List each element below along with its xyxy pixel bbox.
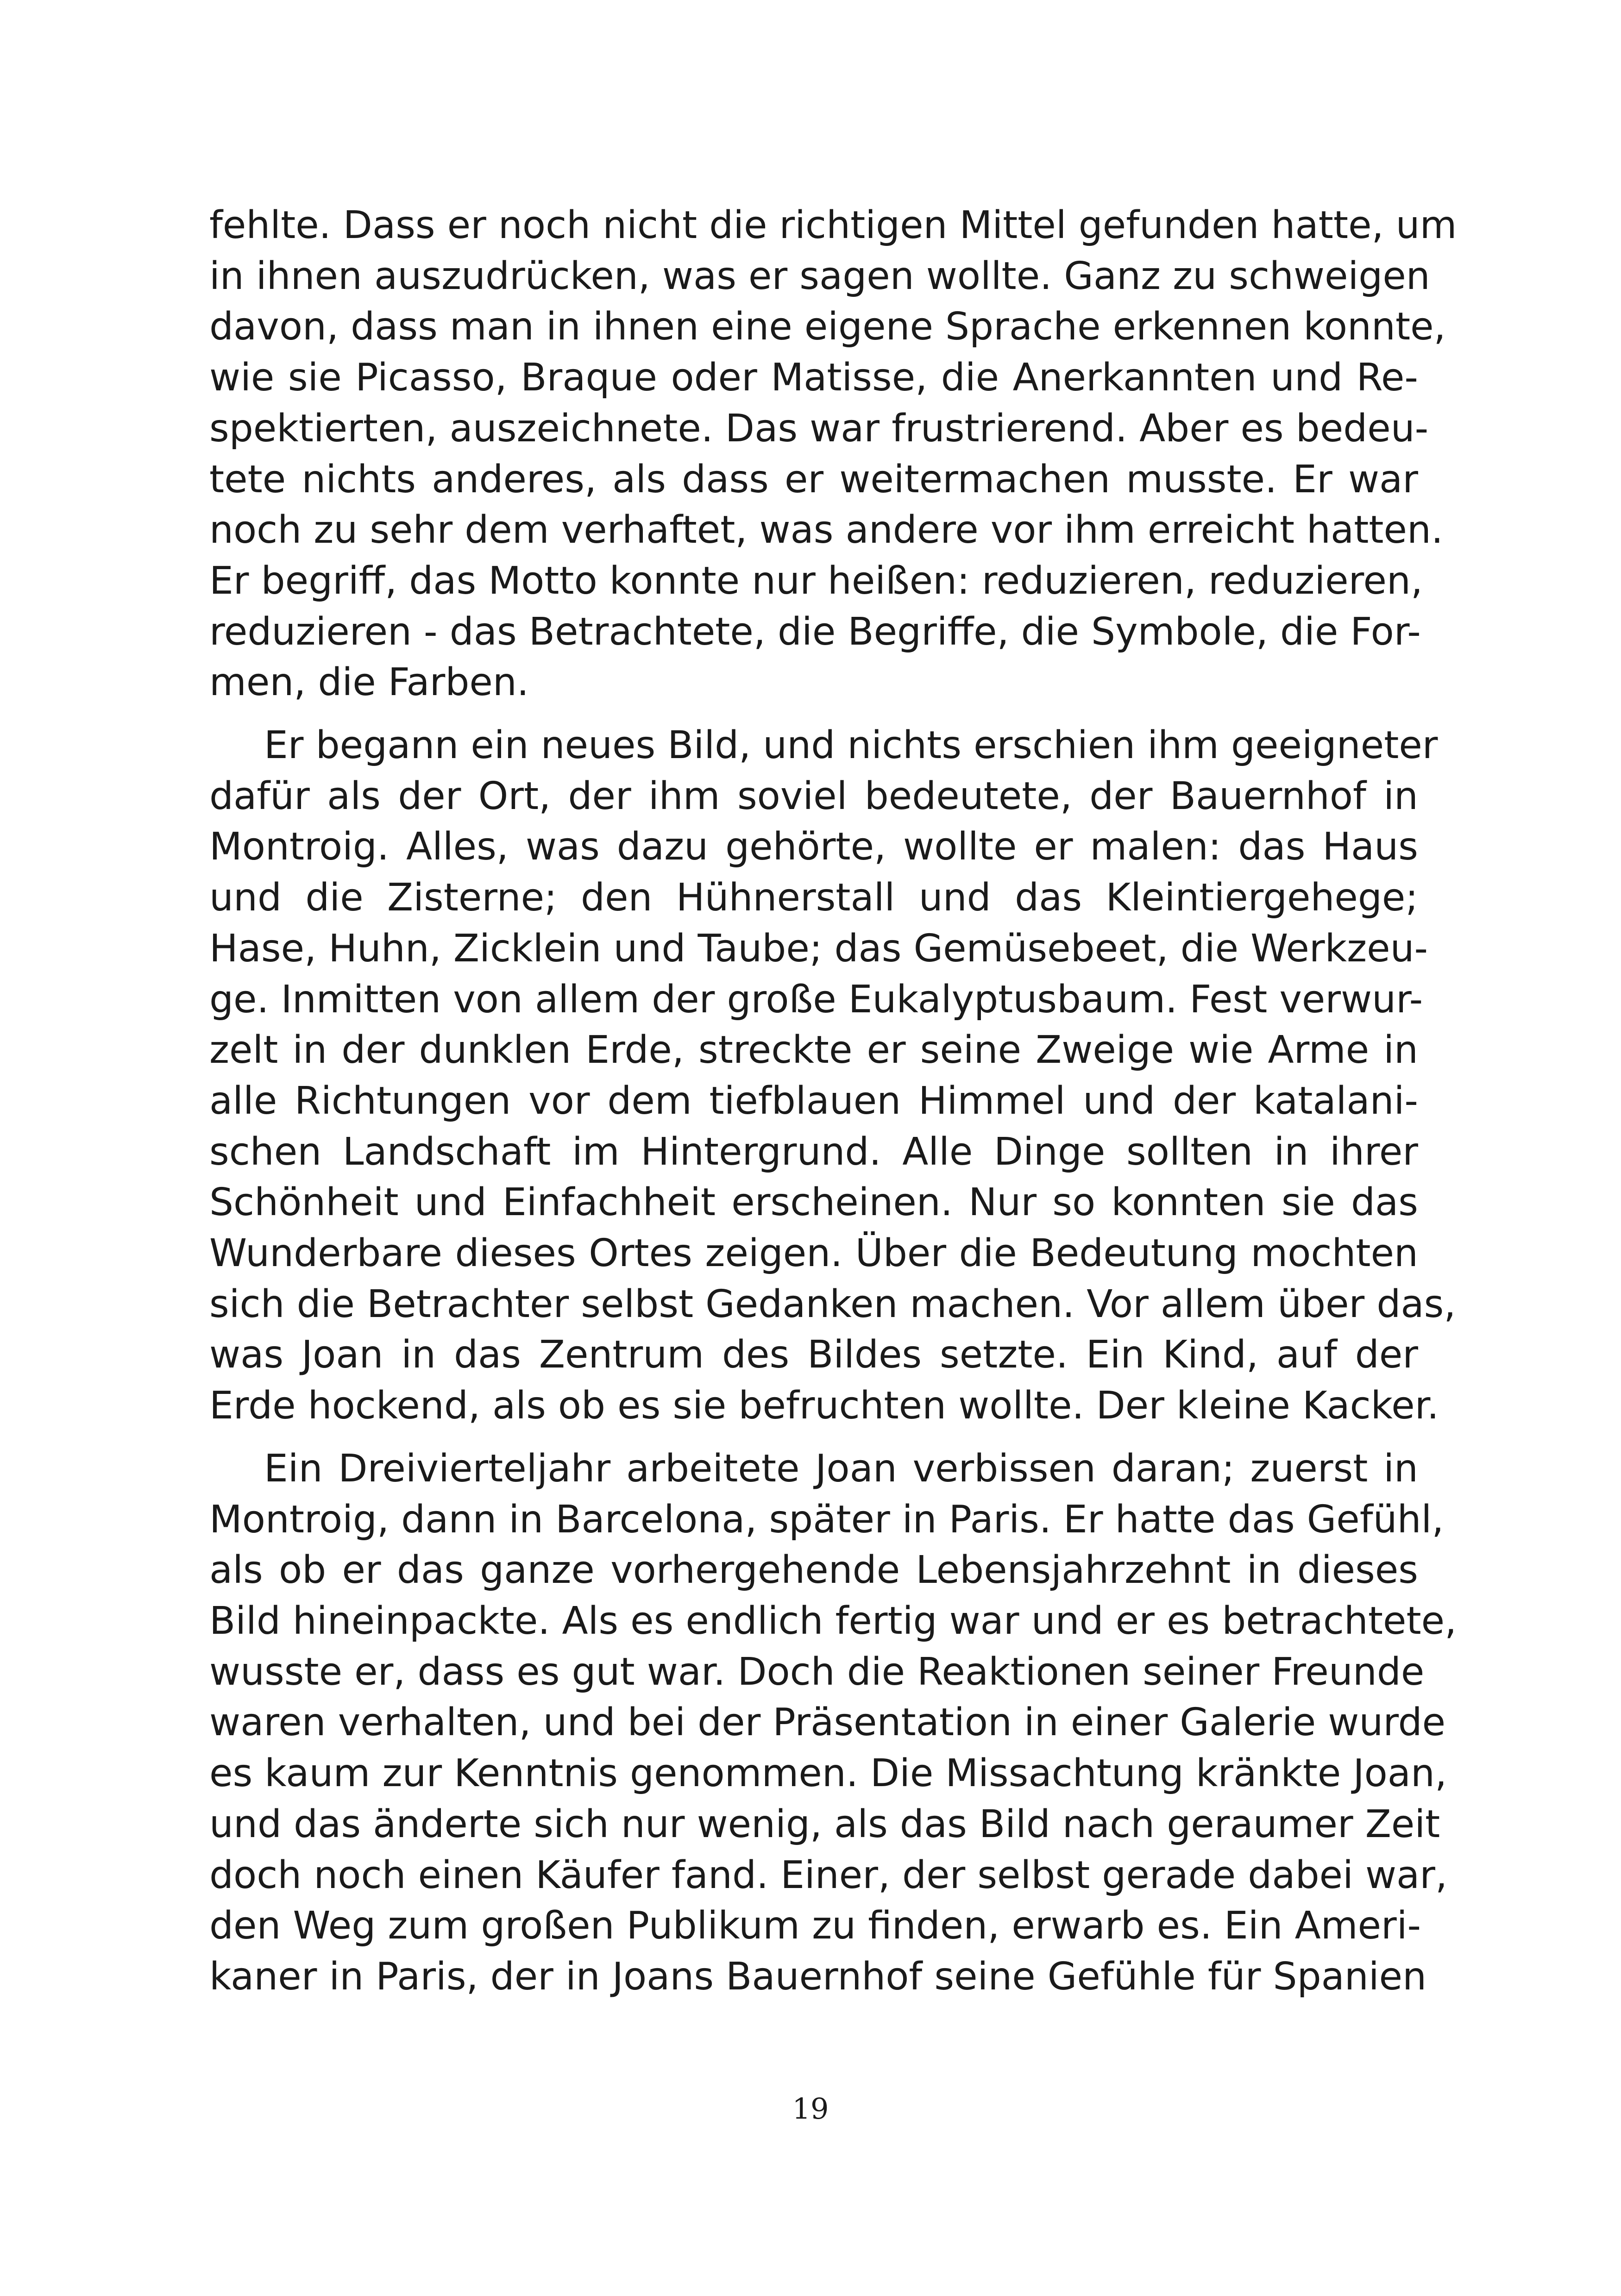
text-line: Erde hockend, als ob es sie befruchten wollte. Der kleine Kacker. [209, 1384, 1439, 1428]
text-line: den Weg zum großen Publikum zu finden, erwarb es. Ein Ameri- [209, 1904, 1421, 1948]
text-line: Wunderbare dieses Ortes zeigen. Über die Bedeutung mochten [209, 1231, 1418, 1276]
text-line: alle Richtungen vor dem tiefblauen Himmel und der katalani- [209, 1079, 1418, 1123]
page-number: 19 [792, 2092, 829, 2126]
text-line: tete nichts anderes, als dass er weitermachen musste. Er war [209, 457, 1418, 502]
paragraph-1 [209, 200, 1457, 708]
text-line: waren verhalten, und bei der Präsentation in einer Galerie wurde [209, 1700, 1446, 1745]
text-line: kaner in Paris, der in Joans Bauernhof seine Gefühle für Spanien [209, 1954, 1427, 1999]
text-line: es kaum zur Kenntnis genommen. Die Missachtung kränkte Joan, [209, 1751, 1447, 1796]
text-line: fehlte. Dass er noch nicht die richtigen Mittel gefunden hatte, um [209, 203, 1457, 247]
text-line: was Joan in das Zentrum des Bildes setzte. Ein Kind, auf der [209, 1333, 1418, 1377]
text-line: Hase, Huhn, Zicklein und Taube; das Gemüsebeet, die Werkzeu- [209, 926, 1428, 971]
body-text [209, 200, 1457, 2014]
text-line: Montroig. Alles, was dazu gehörte, wollte er malen: das Haus [209, 825, 1418, 869]
text-line: in ihnen auszudrücken, was er sagen wollte. Ganz zu schweigen [209, 254, 1430, 298]
text-line: ge. Inmitten von allem der große Eukalyptusbaum. Fest verwur- [209, 977, 1423, 1022]
text-line: noch zu sehr dem verhaftet, was andere vor ihm erreicht hatten. [209, 508, 1444, 552]
text-line: wie sie Picasso, Braque oder Matisse, die Anerkannten und Re- [209, 356, 1418, 400]
text-line: und die Zisterne; den Hühnerstall und das Kleintiergehege; [209, 876, 1418, 920]
text-line: reduzieren - das Betrachtete, die Begriffe, die Symbole, die For- [209, 609, 1421, 654]
text-line: sich die Betrachter selbst Gedanken machen. Vor allem über das, [209, 1282, 1456, 1326]
text-line: und das änderte sich nur wenig, als das Bild nach geraumer Zeit [209, 1802, 1440, 1846]
text-line: doch noch einen Käufer fand. Einer, der selbst gerade dabei war, [209, 1853, 1448, 1897]
text-line: zelt in der dunklen Erde, streckte er seine Zweige wie Arme in [209, 1028, 1418, 1073]
text-line: Bild hineinpackte. Als es endlich fertig war und er es betrachtete, [209, 1599, 1457, 1643]
paragraph-3 [209, 1443, 1457, 2002]
text-line: schen Landschaft im Hintergrund. Alle Dinge sollten in ihrer [209, 1129, 1418, 1174]
text-line: Ein Dreivierteljahr arbeitete Joan verbissen daran; zuerst in [264, 1446, 1418, 1491]
text-line: als ob er das ganze vorhergehende Lebensjahrzehnt in dieses [209, 1548, 1418, 1593]
text-line: men, die Farben. [209, 660, 529, 705]
paragraph-2 [209, 720, 1456, 1431]
text-line: Schönheit und Einfachheit erscheinen. Nur so konnten sie das [209, 1180, 1418, 1225]
text-line: Montroig, dann in Barcelona, später in Paris. Er hatte das Gefühl, [209, 1497, 1444, 1542]
text-line: dafür als der Ort, der ihm soviel bedeutete, der Bauernhof in [209, 774, 1418, 818]
text-line: spektierten, auszeichnete. Das war frustrierend. Aber es bedeu- [209, 406, 1429, 451]
text-line: wusste er, dass es gut war. Doch die Reaktionen seiner Freunde [209, 1650, 1425, 1694]
text-line: davon, dass man in ihnen eine eigene Sprache erkennen konnte, [209, 305, 1446, 349]
text-line: Er begriff, das Motto konnte nur heißen: reduzieren, reduzieren, [209, 558, 1423, 603]
text-line: Er begann ein neues Bild, und nichts erschien ihm geeigneter [264, 723, 1438, 768]
